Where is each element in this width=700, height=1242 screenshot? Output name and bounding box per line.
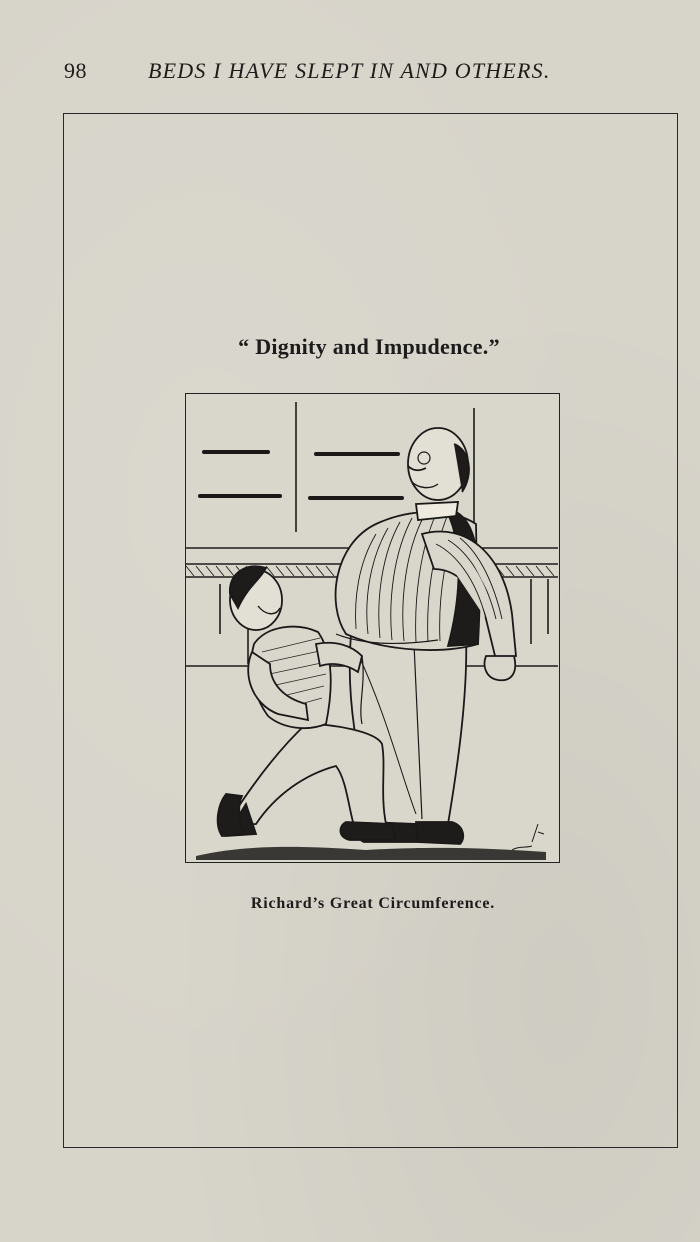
cartoon-illustration [185,393,560,863]
tailor-measuring-cartoon [186,394,558,861]
plate-title: “ Dignity and Impudence.” [238,334,500,359]
artist-signature [512,824,544,850]
shelf-bars [200,452,402,498]
plate-caption: Richard’s Great Circumference. [250,895,496,912]
running-head [0,58,700,92]
floor-shadow [196,847,546,860]
running-title: BEDS I HAVE SLEPT IN AND OTHERS. [148,58,551,83]
page-number: 98 [64,58,87,83]
